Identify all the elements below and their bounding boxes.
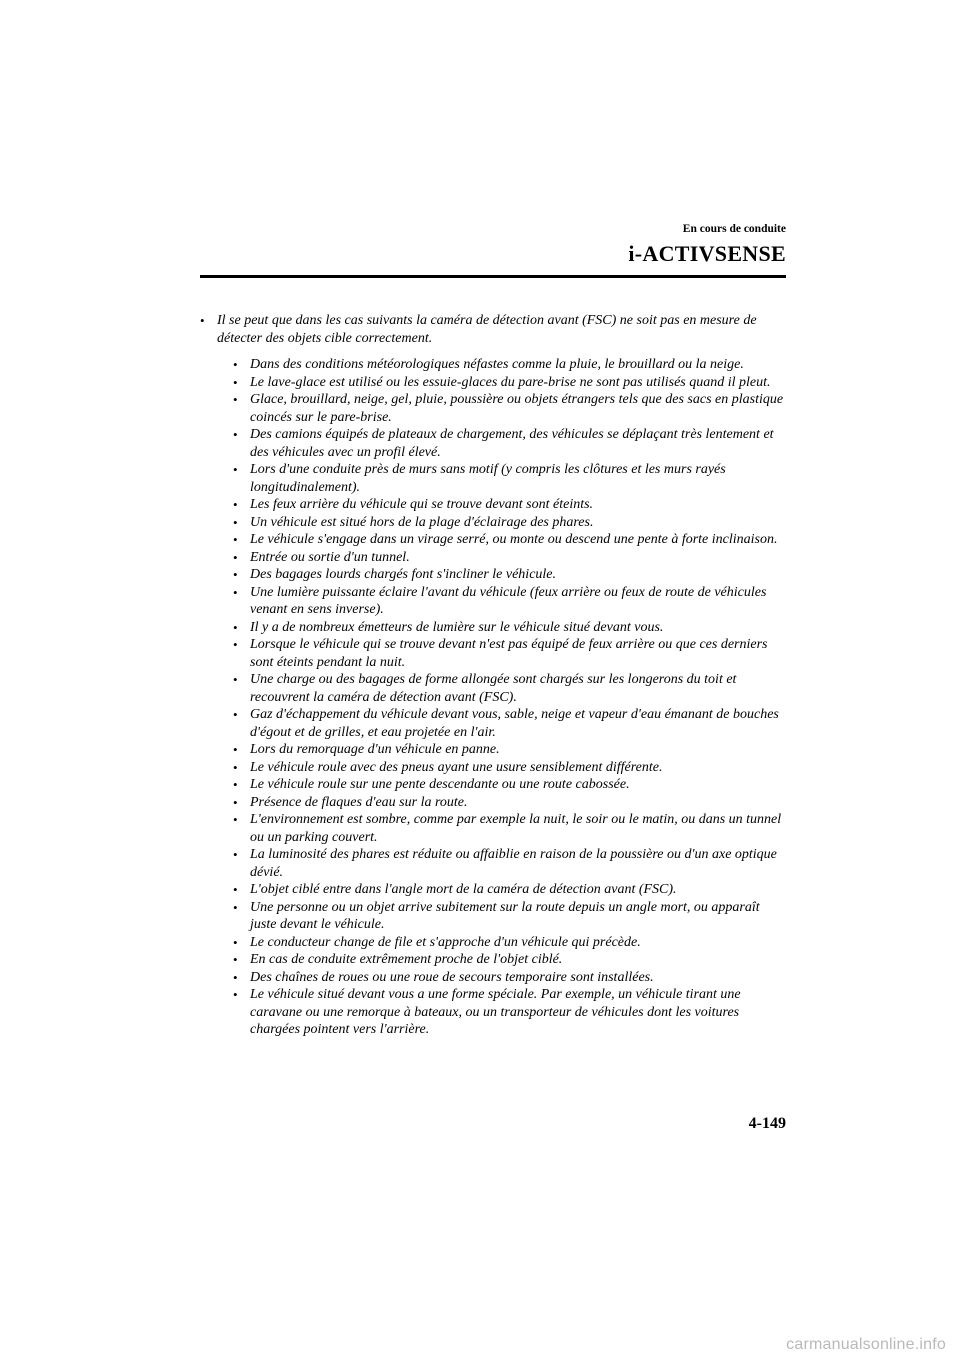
list-item-text: Le conducteur change de file et s'approche d'un véhicule qui précède.	[250, 934, 641, 950]
list-item-text: Le véhicule roule avec des pneus ayant une usure sensiblement différente.	[250, 759, 663, 775]
list-item	[233, 531, 786, 549]
bullet: •	[233, 549, 238, 565]
bullet: •	[233, 672, 238, 687]
list-item-text: L'environnement est sombre, comme par exemple la nuit, le soir ou le matin, ou dans un tunnel ou un parking couvert.	[250, 812, 782, 845]
list-item-text: En cas de conduite extrêmement proche de l'objet ciblé.	[250, 952, 563, 967]
condition-list	[233, 356, 786, 1039]
list-item	[233, 426, 786, 461]
list-item-text: Des chaînes de roues ou une roue de secours temporaire sont installées.	[250, 969, 654, 985]
list-item	[233, 846, 786, 881]
list-item-text: Présence de flaques d'eau sur la route.	[250, 794, 468, 810]
list-item	[233, 794, 786, 812]
bullet: •	[233, 497, 238, 512]
intro-text: Il se peut que dans les cas suivants la caméra de détection avant (FSC) ne soit pas en mesure de détecter des objets cible correctement.	[217, 313, 757, 346]
list-item-text: Le véhicule roule sur une pente descendante ou une route cabossée.	[250, 777, 630, 792]
list-item-text: Le lave-glace est utilisé ou les essuie-glaces du pare-brise ne sont pas utilisés quand il pleut.	[250, 374, 771, 390]
bullet: •	[233, 462, 238, 477]
list-item	[233, 619, 786, 637]
list-item-text: Des camions équipés de plateaux de chargement, des véhicules se déplaçant très lentement et des véhicules avec un profil élevé.	[250, 427, 774, 460]
bullet: •	[233, 374, 238, 390]
bullet: •	[233, 619, 238, 635]
list-item	[233, 741, 786, 759]
list-item-text: Le véhicule s'engage dans un virage serré, ou monte ou descend une pente à forte inclinaison.	[250, 532, 778, 547]
page-content	[200, 312, 786, 1039]
list-item	[233, 636, 786, 671]
list-item	[233, 881, 786, 899]
bullet: •	[233, 567, 238, 582]
list-item	[233, 951, 786, 969]
list-item-text: Une lumière puissante éclaire l'avant du véhicule (feux arrière ou feux de route de véhicules venant en sens inverse).	[250, 584, 767, 617]
bullet: •	[233, 969, 238, 985]
list-item-text: Dans des conditions météorologiques néfastes comme la pluie, le brouillard ou la neige.	[250, 357, 744, 372]
list-item	[233, 374, 786, 392]
list-item	[233, 461, 786, 496]
list-item-text: Lorsque le véhicule qui se trouve devant n'est pas équipé de feux arrière ou que ces derniers sont éteints pendant la nuit.	[250, 637, 768, 670]
bullet: •	[233, 759, 238, 775]
bullet: •	[233, 899, 238, 915]
list-item	[233, 759, 786, 777]
bullet: •	[233, 934, 238, 950]
bullet: •	[233, 392, 238, 407]
bullet: •	[233, 777, 238, 792]
list-item	[233, 776, 786, 794]
list-item	[233, 706, 786, 741]
list-item-text: La luminosité des phares est réduite ou affaiblie en raison de la poussière ou d'un axe optique dévié.	[250, 847, 777, 880]
bullet: •	[233, 584, 238, 600]
list-item-text: Gaz d'échappement du véhicule devant vous, sable, neige et vapeur d'eau émanant de bouches d'égout et de grilles, et eau projetée en l'air.	[250, 707, 779, 740]
list-item	[233, 514, 786, 532]
list-item-text: Les feux arrière du véhicule qui se trouve devant sont éteints.	[250, 497, 594, 512]
bullet: •	[233, 514, 238, 530]
bullet: •	[233, 637, 238, 652]
list-item	[233, 584, 786, 619]
page-number: 4-149	[748, 1115, 786, 1132]
list-item-text: Des bagages lourds chargés font s'incliner le véhicule.	[250, 567, 557, 582]
page-header	[628, 222, 786, 268]
bullet: •	[233, 882, 238, 897]
bullet: •	[233, 707, 238, 722]
bullet: •	[233, 987, 238, 1002]
list-item	[233, 671, 786, 706]
list-item-text: Un véhicule est situé hors de la plage d'éclairage des phares.	[250, 514, 594, 530]
list-item	[233, 986, 786, 1039]
watermark: carmanualsonline.info	[786, 1336, 946, 1353]
bullet: •	[233, 812, 238, 827]
list-item	[233, 549, 786, 567]
list-item-text: Lors du remorquage d'un véhicule en panne.	[250, 742, 500, 757]
list-item-text: Il y a de nombreux émetteurs de lumière sur le véhicule situé devant vous.	[250, 619, 664, 635]
bullet: •	[233, 794, 238, 810]
list-item-text: L'objet ciblé entre dans l'angle mort de la caméra de détection avant (FSC).	[250, 882, 677, 897]
list-item-text: Lors d'une conduite près de murs sans motif (y compris les clôtures et les murs rayés longitudinalement).	[250, 462, 726, 495]
list-item	[233, 566, 786, 584]
bullet: •	[233, 357, 238, 372]
list-item	[233, 391, 786, 426]
list-item-text: Une personne ou un objet arrive subitement sur la route depuis un angle mort, ou apparaît juste devant le véhicule.	[250, 899, 760, 932]
bullet: •	[233, 427, 238, 442]
list-item	[233, 356, 786, 374]
bullet: •	[233, 847, 238, 862]
bullet: •	[200, 313, 205, 328]
list-item	[233, 899, 786, 934]
list-item	[233, 811, 786, 846]
chapter-title: i-ACTIVSENSE	[628, 241, 786, 266]
header-rule	[200, 275, 786, 278]
list-item	[233, 969, 786, 987]
bullet: •	[233, 532, 238, 547]
list-item-text: Une charge ou des bagages de forme allongée sont chargés sur les longerons du toit et recouvrent la caméra de détection avant (FSC).	[250, 672, 737, 705]
list-item-text: Entrée ou sortie d'un tunnel.	[250, 549, 410, 565]
list-item	[233, 934, 786, 952]
bullet: •	[233, 742, 238, 757]
section-title: En cours de conduite	[682, 223, 786, 235]
list-item-text: Le véhicule situé devant vous a une forme spéciale. Par exemple, un véhicule tirant une caravane ou une remorque à bateaux, ou un transporteur de véhicules dont les voitures chargées pointent vers l'arrière.	[250, 987, 741, 1037]
list-item-text: Glace, brouillard, neige, gel, pluie, poussière ou objets étrangers tels que des sacs en plastique coincés sur le pare-brise.	[250, 392, 784, 425]
bullet: •	[233, 952, 238, 967]
intro-item	[200, 312, 786, 347]
list-item	[233, 496, 786, 514]
